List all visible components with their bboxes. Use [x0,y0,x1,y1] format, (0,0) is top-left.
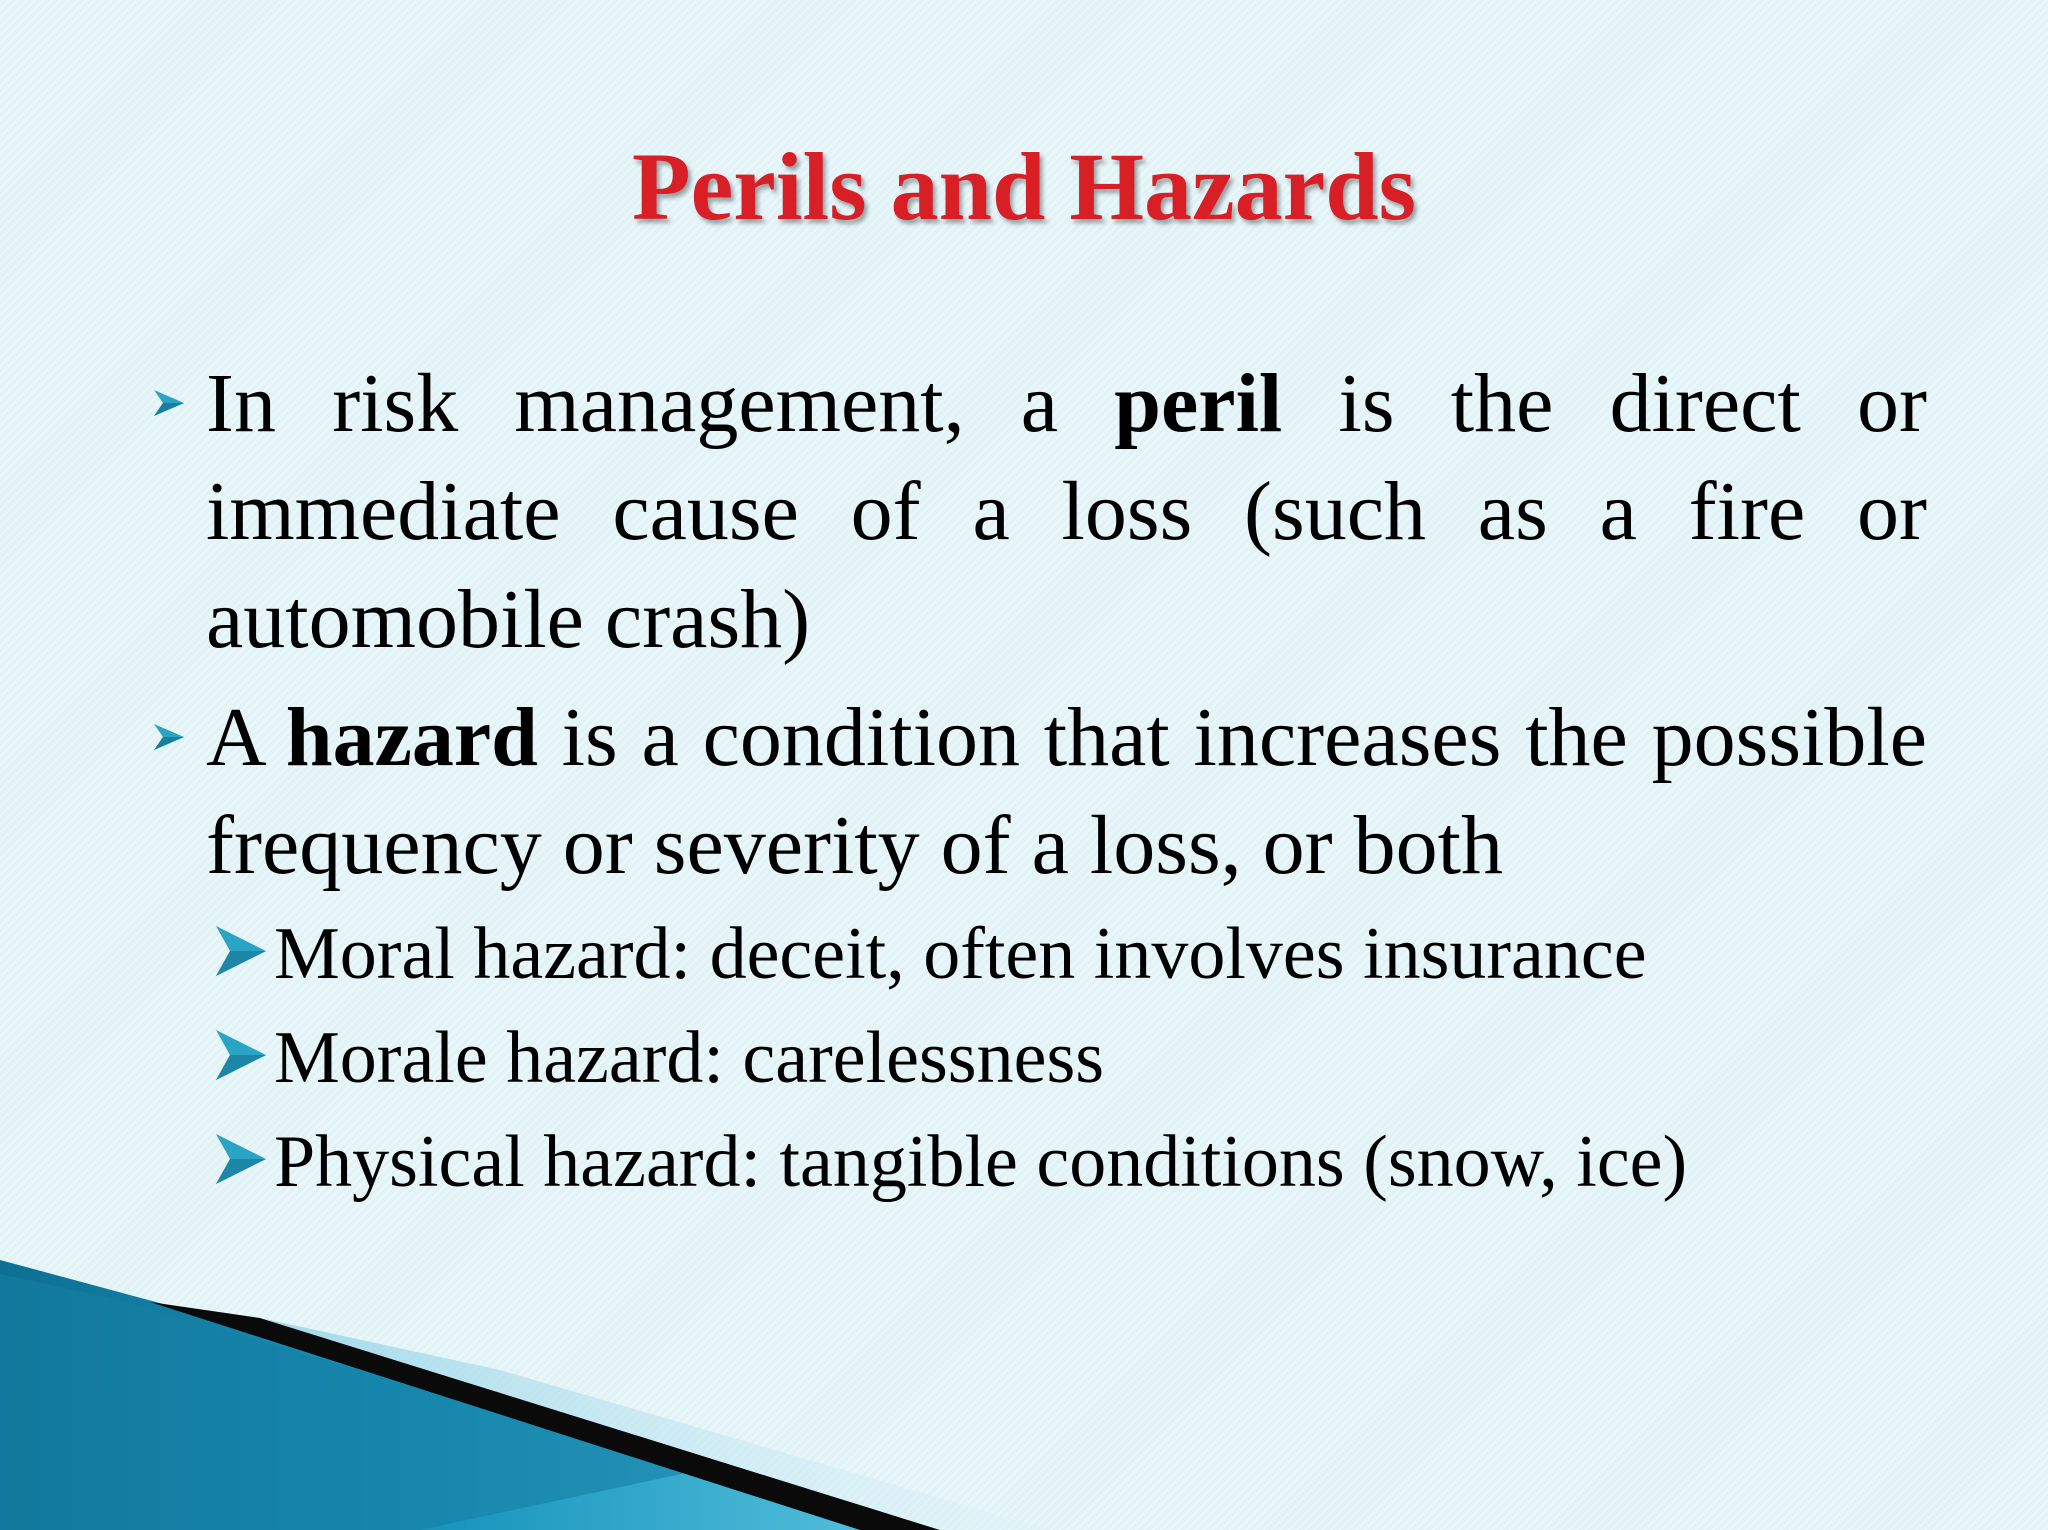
arrow-bullet-icon [214,1132,268,1186]
arrow-bullet-icon [214,1028,268,1082]
bullet-text: A hazard is a condition that increases the possible frequency or severity of a loss, or both [206,691,1927,892]
sub-bullet-text: Physical hazard: tangible conditions (snow, ice) [274,1121,1688,1203]
sub-bullet-text: Morale hazard: carelessness [274,1017,1105,1099]
bold-term: peril [1114,357,1283,450]
arrowhead-bullet-icon [152,388,186,418]
bullet-hazard [152,684,1927,900]
decorative-swoosh [0,1260,2048,1530]
bullet-peril [152,350,1927,674]
sub-bullet-physical [214,1114,1914,1210]
sub-bullet-morale [214,1010,1914,1106]
arrowhead-bullet-icon [152,722,186,752]
bold-term: hazard [285,691,538,784]
sub-bullet-moral [214,906,1914,1002]
arrow-bullet-icon [214,924,268,978]
sub-bullet-text: Moral hazard: deceit, often involves insurance [274,913,1647,995]
bullet-text: In risk management, a peril is the direct or immediate cause of a loss (such as a fire or automobile crash) [206,357,1927,666]
slide-title: Perils and Hazards [632,133,1416,240]
